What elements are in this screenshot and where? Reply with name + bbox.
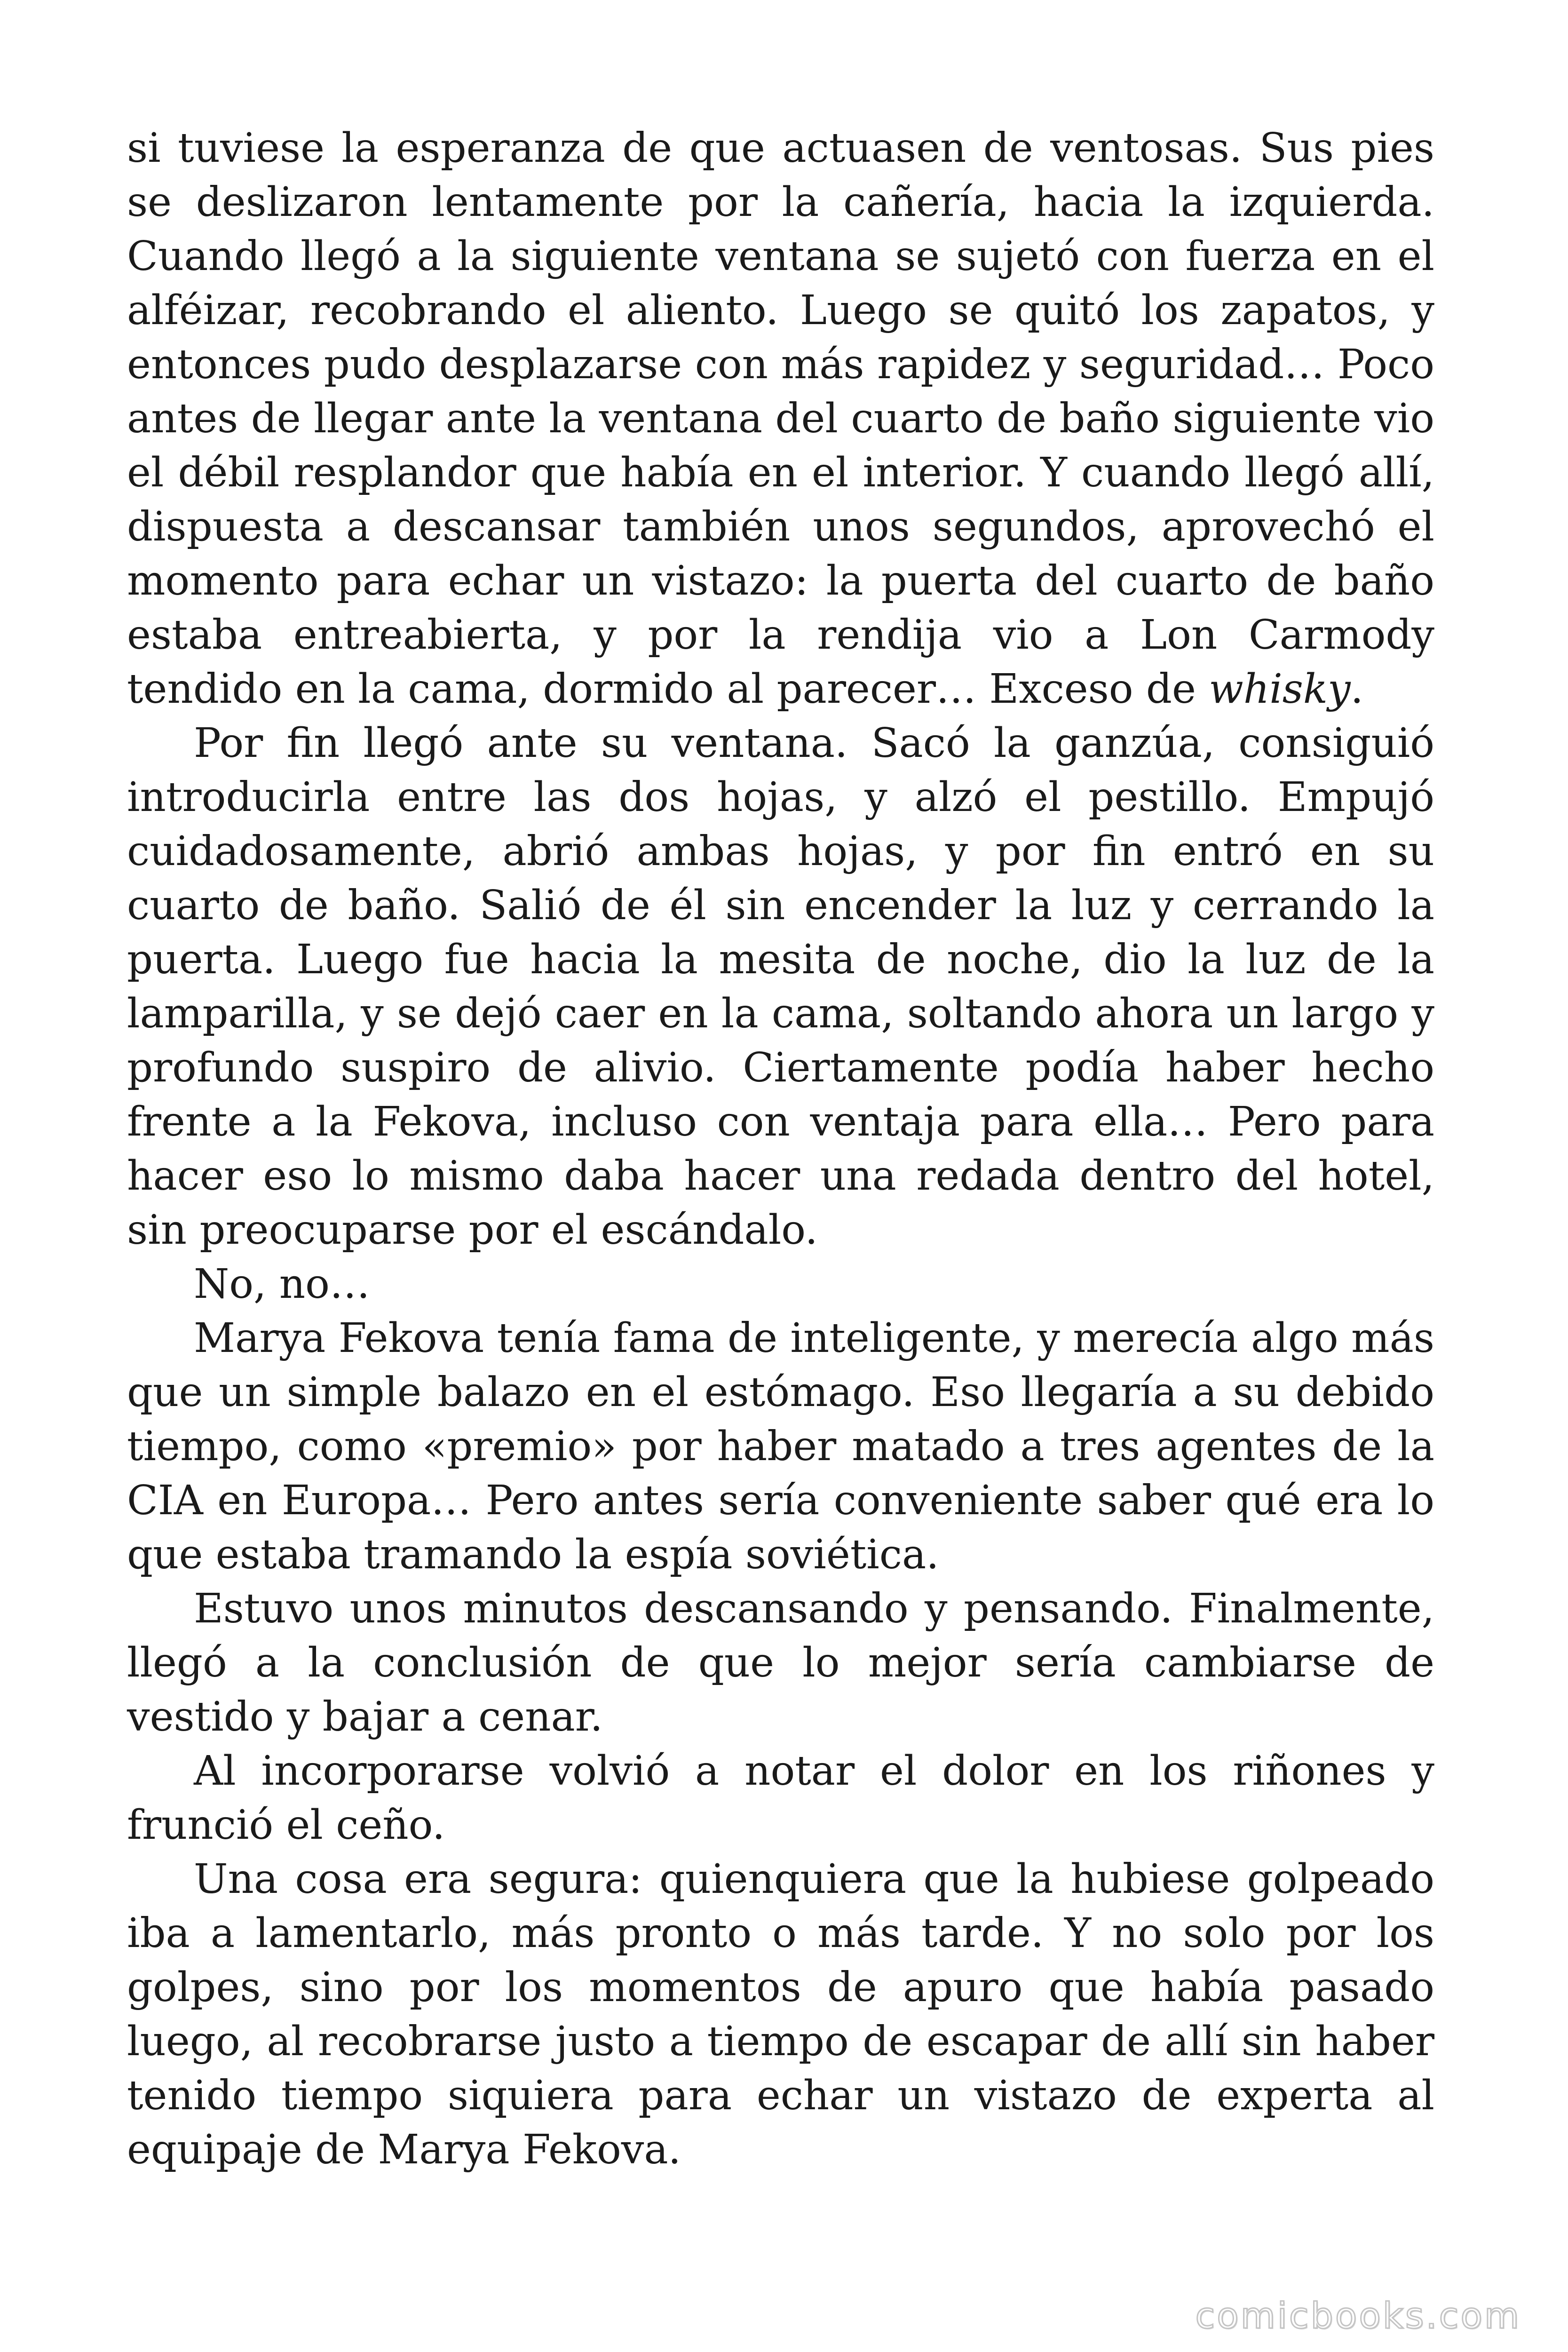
paragraph-5: Estuvo unos minutos descansando y pensando. Finalmente, llegó a la conclusión de que lo mejor sería cambiarse de vestido y bajar a cenar. <box>127 1585 1434 1740</box>
paragraph-6: Al incorporarse volvió a notar el dolor en los riñones y frunció el ceño. <box>127 1748 1434 1849</box>
paragraph-1-text: si tuviese la esperanza de que actuasen de ventosas. Sus pies se deslizaron lentamente por la cañería, hacia la izquierda. Cuando llegó a la siguiente ventana se sujetó con fuerza en el alféizar, recobrando el aliento. Luego se quitó los zapatos, y entonces pudo desplazarse con más rapidez y seguridad… Poco antes de llegar ante la ventana del cuarto de baño siguiente vio el débil resplandor que había en el interior. Y cuando llegó allí, dispuesta a descansar también unos segundos, aprovechó el momento para echar un vistazo: la puerta del cuarto de baño estaba entreabierta, y por la rendija vio a Lon Carmody tendido en la cama, dormido al parecer… Exceso de <box>127 125 1434 713</box>
page-body-text <box>127 121 1434 2177</box>
paragraph-1-emphasis: whisky <box>1209 666 1351 713</box>
paragraph-1-end: . <box>1350 666 1363 713</box>
paragraph-1 <box>127 121 1434 716</box>
watermark: comicbooks.com <box>1195 2295 1521 2336</box>
paragraph-2: Por fin llegó ante su ventana. Sacó la ganzúa, consiguió introducirla entre las dos hojas, y alzó el pestillo. Empujó cuidadosamente, abrió ambas hojas, y por fin entró en su cuarto de baño. Salió de él sin encender la luz y cerrando la puerta. Luego fue hacia la mesita de noche, dio la luz de la lamparilla, y se dejó caer en la cama, soltando ahora un largo y profundo suspiro de alivio. Ciertamente podía haber hecho frente a la Fekova, incluso con ventaja para ella… Pero para hacer eso lo mismo daba hacer una redada dentro del hotel, sin preocuparse por el escándalo. <box>127 720 1434 1254</box>
paragraph-4: Marya Fekova tenía fama de inteligente, y merecía algo más que un simple balazo en el estómago. Eso llegaría a su debido tiempo, como «premio» por haber matado a tres agentes de la CIA en Europa… Pero antes sería conveniente saber qué era lo que estaba tramando la espía soviética. <box>127 1315 1434 1578</box>
paragraph-3: No, no… <box>194 1261 370 1308</box>
paragraph-7: Una cosa era segura: quienquiera que la hubiese golpeado iba a lamentarlo, más pronto o más tarde. Y no solo por los golpes, sino por los momentos de apuro que había pasado luego, al recobrarse justo a tiempo de escapar de allí sin haber tenido tiempo siquiera para echar un vistazo de experta al equipaje de Marya Fekova. <box>127 1856 1434 2173</box>
